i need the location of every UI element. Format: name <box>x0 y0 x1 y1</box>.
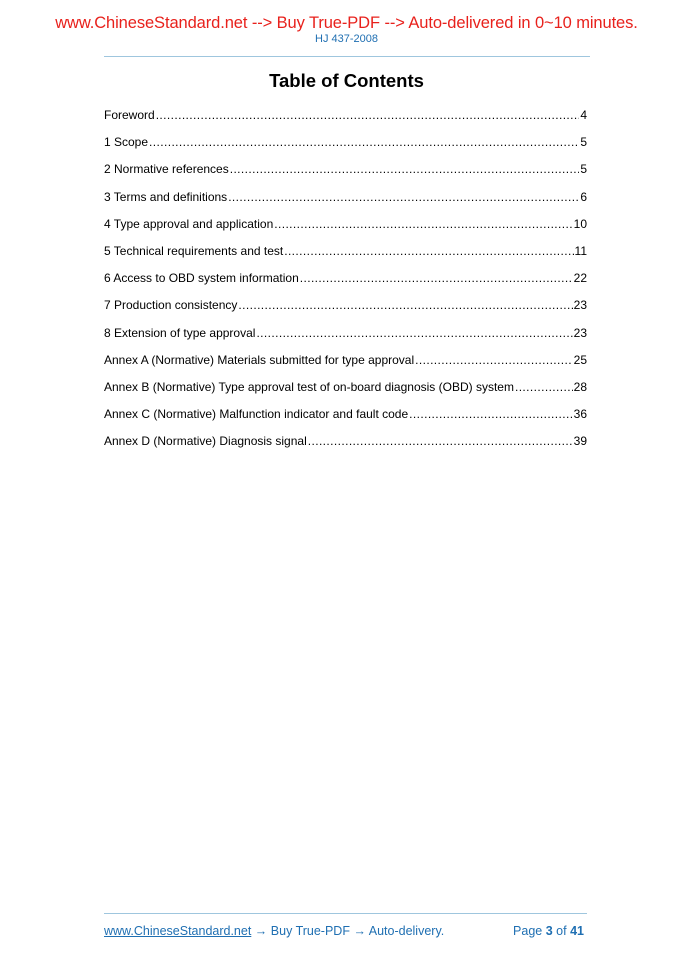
toc-entry-label: 7 Production consistency <box>104 298 238 313</box>
toc-dot-leader <box>515 380 573 394</box>
toc-entry-page: 25 <box>573 352 587 367</box>
toc-dot-leader <box>149 135 579 149</box>
toc-entry-page: 5 <box>580 135 587 150</box>
footer-buy-text: Buy True-PDF <box>270 924 350 938</box>
toc-entry[interactable] <box>104 135 587 162</box>
toc-entry[interactable] <box>104 434 587 461</box>
toc-dot-leader <box>156 108 580 122</box>
toc-entry-label: 1 Scope <box>104 135 149 150</box>
page-footer <box>104 924 587 938</box>
toc-entry-label: 3 Terms and definitions <box>104 189 228 204</box>
toc-entry-page: 4 <box>580 108 587 122</box>
toc-entry[interactable] <box>104 380 587 407</box>
toc-dot-leader <box>238 298 572 312</box>
document-code: HJ 437-2008 <box>315 33 378 45</box>
page-indicator <box>513 924 584 938</box>
toc-entry-label: 4 Type approval and application <box>104 216 274 231</box>
current-page-number: 3 <box>545 924 553 938</box>
toc-dot-leader <box>409 407 572 421</box>
toc-entry-label: 2 Normative references <box>104 162 229 177</box>
toc-entry[interactable] <box>104 190 587 217</box>
toc-dot-leader <box>284 244 573 258</box>
toc-entry-page: 39 <box>573 434 587 449</box>
toc-entry-page: 10 <box>573 216 587 231</box>
toc-entry-label: Annex A (Normative) Materials submitted for type approval <box>104 352 415 367</box>
toc-entry-page: 22 <box>573 271 587 286</box>
toc-entry[interactable] <box>104 353 587 380</box>
toc-entry-label: Annex B (Normative) Type approval test of on-board diagnosis (OBD) system <box>104 379 514 394</box>
page-title: Table of Contents <box>269 70 424 91</box>
toc-entry[interactable] <box>104 244 587 271</box>
toc-entry-page: 6 <box>580 189 587 204</box>
toc-dot-leader <box>308 434 573 448</box>
toc-dot-leader <box>300 271 573 285</box>
footer-divider <box>104 913 587 914</box>
toc-dot-leader <box>415 353 573 367</box>
toc-entry[interactable] <box>104 407 587 434</box>
page-word: Page <box>513 924 543 938</box>
toc-entry-label: 8 Extension of type approval <box>104 325 256 340</box>
toc-dot-leader <box>228 190 579 204</box>
toc-entry-page: 23 <box>573 298 587 313</box>
of-word: of <box>556 924 567 938</box>
toc-entry-page: 11 <box>574 243 587 258</box>
toc-entry-page: 28 <box>573 379 587 394</box>
toc-entry-label: 6 Access to OBD system information <box>104 271 299 286</box>
toc-entry[interactable] <box>104 271 587 298</box>
footer-delivery-text: Auto-delivery. <box>368 924 445 938</box>
arrow-right-icon: → <box>353 924 366 938</box>
toc-entry-label: Annex C (Normative) Malfunction indicator and fault code <box>104 407 409 422</box>
toc-entry-label: Foreword <box>104 108 155 122</box>
toc-dot-leader <box>256 326 572 340</box>
toc-entry[interactable] <box>104 217 587 244</box>
table-of-contents <box>104 108 587 461</box>
toc-entry[interactable] <box>104 326 587 353</box>
toc-entry[interactable] <box>104 162 587 189</box>
toc-dot-leader <box>274 217 572 231</box>
toc-entry-page: 23 <box>573 325 587 340</box>
arrow-right-icon: → <box>254 924 268 938</box>
toc-dot-leader <box>230 162 580 176</box>
header-divider <box>104 56 590 57</box>
toc-entry-label: Annex D (Normative) Diagnosis signal <box>104 434 307 449</box>
toc-entry-label: 5 Technical requirements and test <box>104 243 284 258</box>
toc-entry[interactable] <box>104 298 587 325</box>
toc-entry[interactable] <box>104 108 587 135</box>
top-banner-link[interactable]: www.ChineseStandard.net --> Buy True-PDF --> Auto-delivered in 0~10 minutes. <box>55 14 638 32</box>
toc-entry-page: 5 <box>580 162 587 177</box>
toc-entry-page: 36 <box>573 407 587 422</box>
total-pages-number: 41 <box>570 924 584 938</box>
footer-site-link[interactable]: www.ChineseStandard.net <box>104 924 252 938</box>
